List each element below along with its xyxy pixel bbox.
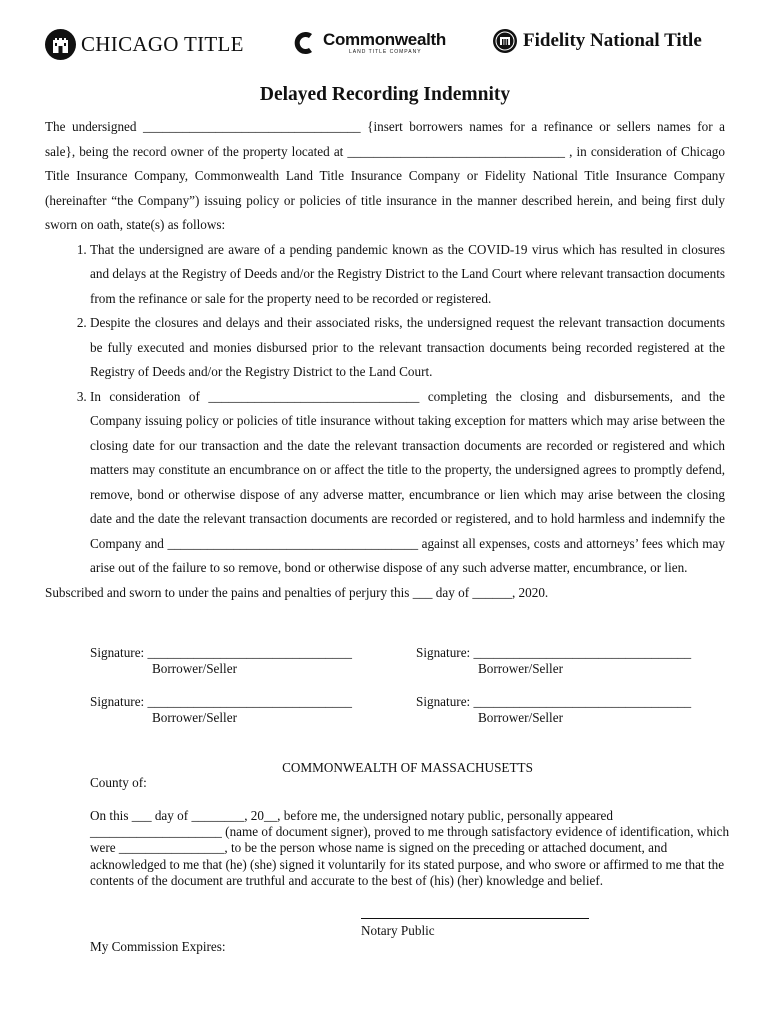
- signature-line[interactable]: Signature: _______________________________: [90, 645, 352, 660]
- notary-signature-block: [361, 910, 589, 939]
- notary-label: Notary Public: [361, 923, 435, 938]
- castle-icon: [44, 28, 77, 61]
- signature-role: Borrower/Seller: [478, 710, 563, 725]
- county-label: County of:: [90, 775, 147, 790]
- intro-paragraph: sale}, being the record owner of the property located at _________________________________ , in consideration of Chicago Title Insurance Company, Commonwealth Land Title Insurance Company or Fidelity National Title Insurance Company (hereinafter “the Company”) issuing policy or policies of title insurance in the manner described herein, and being first duly sworn on oath, state(s) as follows:: [45, 143, 725, 232]
- logo-bar: [44, 28, 726, 64]
- fidelity-logo: [492, 28, 702, 54]
- commission-expires-label: My Commission Expires:: [90, 939, 226, 954]
- document-title: Delayed Recording Indemnity: [259, 84, 511, 105]
- statement-list: [45, 238, 725, 581]
- acknowledgment-heading: COMMONWEALTH OF MASSACHUSETTS: [282, 760, 533, 775]
- signature-block: [416, 694, 691, 726]
- signature-block: [416, 645, 691, 677]
- statement-item: 3. In consideration of ________________________________ completing the closing and disbursements, and the Company issuing policy or policies of title insurance without taking exception for matters which may arise between the closing date for our transaction and the date the relevant transaction documents are recorded or registered and which matters may constitute an encumbrance on or affect the title to the property, the undersigned agrees to promptly defend, remove, bond or otherwise dispose of any adverse matter, encumbrance or lien which may arise between the closing date and the date the relevant transaction documents are recorded or registered, and to hold harmless and indemnify the Company and ______________________________________ against all expenses, costs and attorneys’ fees which may arise out of the failure to so remove, bond or otherwise dispose of any such adverse matter, encumbrance, or lien.: [90, 385, 725, 581]
- oath-line: Subscribed and sworn to under the pains and penalties of perjury this ___ day of ______, 2020.: [45, 584, 549, 600]
- signature-role: Borrower/Seller: [478, 661, 563, 676]
- signature-line[interactable]: Signature: _________________________________: [416, 645, 692, 660]
- acknowledgment-body: On this ___ day of ________, 20__, before me, the undersigned notary public, personally appeared ____________________ (name of document signer), proved to me through satisfactory evidence of identification, which were ________________, to be the person whose name is signed on the preceding or attached document, and acknowledged to me that (he) (she) signed it voluntarily for its stated purpose, and who swore or affirmed to me that the contents of the document are truthful and accurate to the best of (his) (her) knowledge and belief.: [90, 808, 730, 888]
- chicago-title-logo: [44, 28, 244, 61]
- signature-line[interactable]: Signature: _______________________________: [90, 694, 352, 709]
- intro-line: The undersigned _________________________________ {insert borrowers names for a refinance or sellers names for a: [45, 119, 725, 134]
- fidelity-wordmark: Fidelity National Title: [523, 30, 702, 51]
- signature-block: [90, 645, 352, 677]
- signature-line[interactable]: Signature: _________________________________: [416, 694, 692, 709]
- statement-item: 1. That the undersigned are aware of a pending pandemic known as the COVID-19 virus which has resulted in closures and delays at the Registry of Deeds and/or the Registry District to the Land Court where relevant transaction documents from the refinance or sale for the property need to be recorded or registered.: [90, 238, 725, 312]
- commonwealth-c-icon: [291, 28, 319, 58]
- commonwealth-wordmark: Commonwealth: [323, 30, 446, 49]
- notary-signature-line[interactable]: [361, 910, 589, 919]
- fidelity-seal-icon: [492, 28, 518, 54]
- signature-role: Borrower/Seller: [152, 661, 237, 676]
- document-body: [45, 115, 725, 605]
- signature-role: Borrower/Seller: [152, 710, 237, 725]
- commonwealth-logo: [291, 28, 446, 58]
- commonwealth-tagline: LAND TITLE COMPANY: [349, 49, 422, 55]
- chicago-title-wordmark: CHICAGO TITLE: [81, 32, 244, 56]
- signature-block: [90, 694, 352, 726]
- statement-item: 2. Despite the closures and delays and their associated risks, the undersigned request the relevant transaction documents be fully executed and monies disbursed prior to the relevant transaction documents being recorded registered at the Registry of Deeds and/or the Registry District to the Land Court.: [90, 311, 725, 385]
